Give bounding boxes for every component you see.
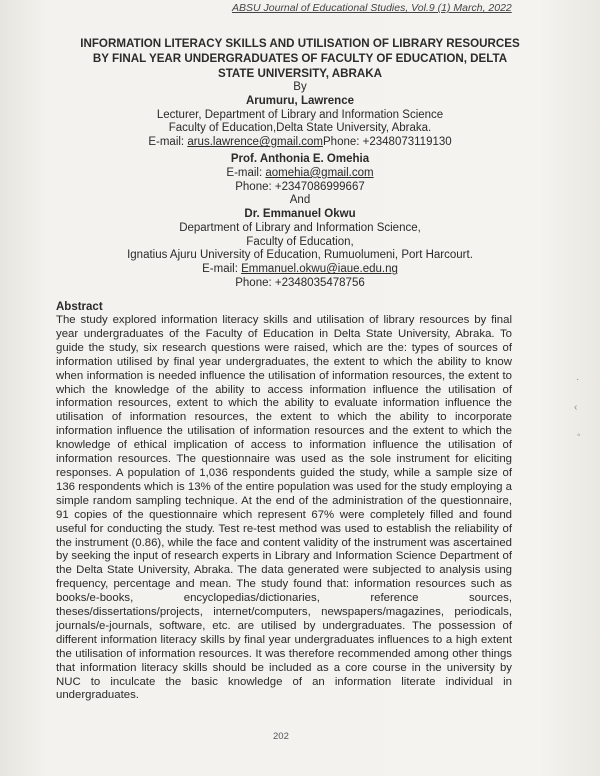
author3-email-link[interactable]: Emmanuel.okwu@iaue.edu.ng	[241, 263, 398, 276]
abstract-body: The study explored information literacy skills and utilisation of library resources by final year undergraduates of the Faculty of Education in Delta State University, Abraka. To guide the study, six research questions were raised, which are the: types of sources of information utilised by final year undergraduates, the extent to which the ability to know when information is needed influence the utilisation of information resources, the extent to which the knowledge of the ability to access information influence the utilisation of information resources, extent to which the ability to evaluate information influence the utilisation of information resources, the extent to which the ability to incorporate information influence the utilisation of information resources and the extent to which the knowledge of ethical implication of access to information influence the utilisation of information resources. The questionnaire was used as the sole instrument for eliciting responses. A population of 1,036 respondents guided the study, while a sample size of 136 respondents which is 13% of the entire population was used for the study employing a simple random sampling technique. At the end of the administration of the questionnaire, 91 copies of the questionnaire which represent 67% were completely filled and found useful for conducting the study. Test re-test method was used to establish the reliability of the instrument (0.86), while the face and content validity of the instrument was ascertained by seeking the input of research experts in Library and Information Science Department of the Delta State University, Abraka. The data generated were subjected to analysis using frequency, percentage and mean. The study found that: information resources such as books/e-books, encyclopedias/dictionaries, reference sources, theses/dissertations/projects, internet/computers, newspapers/magazines, periodicals, journals/e-journals, software, etc. are utilised by undergraduates. The possession of different information literacy skills by final year undergraduates influences to a high extent the utilisation of information resources. It was therefore recommended among other things that information literacy skills should be included as a core course in the university by NUC to inculcate the basic knowledge of an information literate individual in undergraduates.	[56, 314, 512, 702]
author2-email-link[interactable]: aomehia@gmail.com	[265, 166, 374, 179]
paper-title	[40, 36, 560, 82]
margin-pencil-mark: ‹	[574, 402, 578, 413]
author2-email-line	[40, 167, 560, 181]
author3-name: Dr. Emmanuel Okwu	[244, 208, 356, 220]
author1-email-link[interactable]: arus.lawrence@gmail.com	[187, 136, 323, 149]
journal-header: ABSU Journal of Educational Studies, Vol.9 (1) March, 2022	[232, 2, 512, 14]
email-label: E-mail:	[148, 136, 188, 149]
author3-phone: Phone: +2348035478756	[235, 276, 365, 289]
author2-phone: Phone: +2347086999667	[235, 180, 365, 193]
author1-phone: Phone: +2348073119130	[323, 136, 452, 149]
margin-pencil-mark: ·	[576, 374, 580, 385]
author2-name: Prof. Anthonia E. Omehia	[230, 153, 370, 165]
by-label: By	[293, 81, 307, 93]
email-label: E-mail:	[202, 263, 242, 276]
author3-faculty: Faculty of Education,	[246, 235, 354, 248]
author-block-3	[40, 208, 560, 291]
author1-role: Lecturer, Department of Library and Information Science	[156, 108, 444, 121]
author-block-1	[40, 81, 560, 150]
author1-contact	[40, 136, 560, 150]
author-block-2	[40, 153, 560, 208]
title-line: INFORMATION LITERACY SKILLS AND UTILISATION OF LIBRARY RESOURCES	[80, 37, 520, 50]
author1-faculty: Faculty of Education,Delta State University, Abraka.	[168, 122, 432, 135]
email-label: E-mail:	[226, 166, 266, 179]
author3-email-line	[40, 263, 560, 277]
author1-name: Arumuru, Lawrence	[246, 94, 354, 107]
title-line: BY FINAL YEAR UNDERGRADUATES OF FACULTY OF EDUCATION, DELTA	[92, 52, 508, 66]
page-number: 202	[273, 731, 289, 742]
and-label: And	[289, 194, 311, 207]
margin-pencil-mark: ◦	[577, 430, 581, 441]
title-line: STATE UNIVERSITY, ABRAKA	[217, 67, 383, 81]
abstract-heading: Abstract	[56, 301, 103, 313]
author3-dept: Department of Library and Information Science,	[179, 221, 421, 234]
author3-university: Ignatius Ajuru University of Education, Rumuolumeni, Port Harcourt.	[127, 249, 473, 262]
